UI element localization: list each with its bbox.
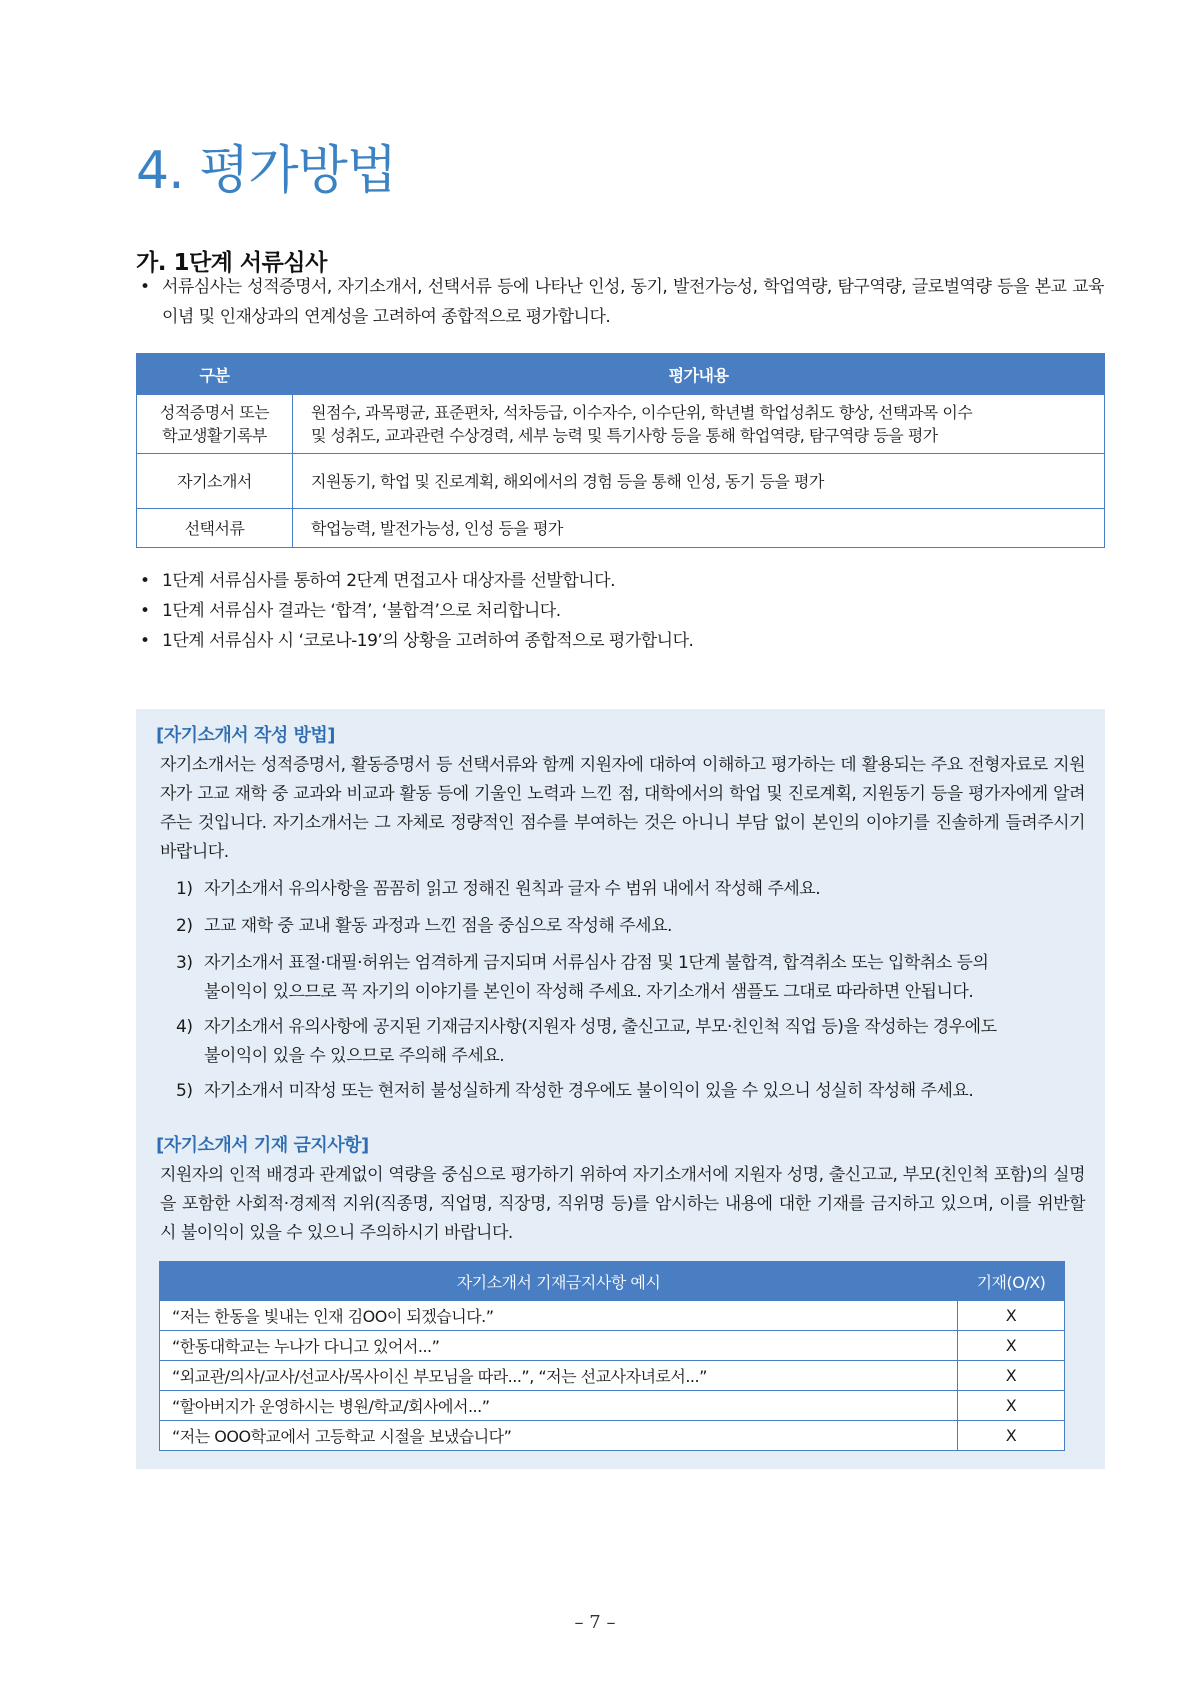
example-cell: “할아버지가 운영하시는 병원/학교/회사에서...” bbox=[160, 1391, 958, 1421]
table-row bbox=[160, 1421, 1065, 1451]
mark-cell: X bbox=[958, 1301, 1065, 1331]
table-row bbox=[160, 1301, 1065, 1331]
list-item bbox=[176, 875, 1076, 904]
item-number: 5) bbox=[176, 1081, 193, 1101]
category-line: 학교생활기록부 bbox=[162, 426, 267, 445]
forbidden-heading: [자기소개서 기재 금지사항] bbox=[156, 1135, 369, 1156]
table-row bbox=[137, 395, 1105, 454]
item-number: 4) bbox=[176, 1017, 193, 1037]
mark-cell: X bbox=[958, 1421, 1065, 1451]
category-line: 성적증명서 또는 bbox=[159, 403, 270, 422]
notes-list bbox=[136, 566, 1104, 656]
table-row bbox=[160, 1361, 1065, 1391]
header-content: 평가내용 bbox=[293, 354, 1105, 395]
mark-cell: X bbox=[958, 1331, 1065, 1361]
header-mark: 기재(O/X) bbox=[958, 1262, 1065, 1301]
example-cell: “저는 OOO학교에서 고등학교 시절을 보냈습니다” bbox=[160, 1421, 958, 1451]
item-text: 불이익이 있을 수 있으므로 주의해 주세요. bbox=[204, 1046, 505, 1066]
mark-cell: X bbox=[958, 1391, 1065, 1421]
item-text: 자기소개서 유의사항을 꼼꼼히 읽고 정해진 원칙과 글자 수 범위 내에서 작성해 주세요. bbox=[204, 879, 821, 899]
note-item: • 1단계 서류심사 결과는 ‘합격’, ‘불합격’으로 처리합니다. bbox=[136, 596, 1104, 626]
table-row bbox=[160, 1391, 1065, 1421]
content-line: 원점수, 과목평균, 표준편차, 석차등급, 이수자수, 이수단위, 학년별 학업성취도 향상, 선택과목 이수 bbox=[311, 403, 973, 422]
section-title: 가. 1단계 서류심사 bbox=[136, 250, 327, 276]
note-item: • 1단계 서류심사를 통하여 2단계 면접고사 대상자를 선발합니다. bbox=[136, 566, 1104, 596]
row-category: 선택서류 bbox=[137, 509, 293, 548]
intro-bullet: • 서류심사는 성적증명서, 자기소개서, 선택서류 등에 나타난 인성, 동기, 발전가능성, 학업역량, 탐구역량, 글로벌역량 등을 본교 교육이념 및 인재상과의 연계성을 고려하여 종합적으로 평가합니다. bbox=[136, 272, 1104, 332]
guide-list bbox=[176, 875, 1076, 1106]
item-text: 자기소개서 표절·대필·허위는 엄격하게 금지되며 서류심사 감점 및 1단계 불합격, 합격취소 또는 입학취소 등의 bbox=[204, 953, 989, 973]
page-number: – 7 – bbox=[574, 1612, 616, 1633]
forbidden-examples-table bbox=[159, 1261, 1065, 1451]
forbidden-paragraph: 지원자의 인적 배경과 관계없이 역량을 중심으로 평가하기 위하여 자기소개서에 지원자 성명, 출신고교, 부모(친인척 포함)의 실명을 포함한 사회적·경제적 지위(직종명, 직업명, 직장명, 직위명 등)를 암시하는 내용에 대한 기재를 금지하고 있으며, 이를 위반할 시 불이익이 있을 수 있으니 주의하시기 바랍니다. bbox=[160, 1165, 1085, 1243]
item-text: 자기소개서 유의사항에 공지된 기재금지사항(지원자 성명, 출신고교, 부모·친인척 직업 등)을 작성하는 경우에도 bbox=[204, 1017, 997, 1037]
list-item bbox=[176, 1013, 1076, 1071]
example-cell: “한동대학교는 누나가 다니고 있어서...” bbox=[160, 1331, 958, 1361]
content-line: 및 성취도, 교과관련 수상경력, 세부 능력 및 특기사항 등을 통해 학업역량, 탐구역량 등을 평가 bbox=[311, 426, 938, 445]
row-category bbox=[137, 395, 293, 454]
section-intro bbox=[136, 272, 1104, 332]
item-number: 3) bbox=[176, 953, 193, 973]
table-row bbox=[137, 454, 1105, 509]
guide-heading: [자기소개서 작성 방법] bbox=[156, 725, 335, 746]
header-category: 구분 bbox=[137, 354, 293, 395]
example-cell: “외교관/의사/교사/선교사/목사이신 부모님을 따라...”, “저는 선교사자녀로서...” bbox=[160, 1361, 958, 1391]
item-number: 2) bbox=[176, 916, 193, 936]
example-cell: “저는 한동을 빛내는 인재 김OO이 되겠습니다.” bbox=[160, 1301, 958, 1331]
row-content: 지원동기, 학업 및 진로계획, 해외에서의 경험 등을 통해 인성, 동기 등을 평가 bbox=[293, 454, 1105, 509]
mark-cell: X bbox=[958, 1361, 1065, 1391]
item-number: 1) bbox=[176, 879, 193, 899]
guide-paragraph: 자기소개서는 성적증명서, 활동증명서 등 선택서류와 함께 지원자에 대하여 이해하고 평가하는 데 활용되는 주요 전형자료로 지원자가 고교 재학 중 교과와 비교과 활동 등에 기울인 노력과 느낀 점, 대학에서의 학업 및 진로계획, 지원동기 등을 평가자에게 알려주는 것입니다. 자기소개서는 그 자체로 정량적인 점수를 부여하는 것은 아니니 부담 없이 본인의 이야기를 진솔하게 들려주시기 바랍니다. bbox=[160, 755, 1085, 862]
self-introduction-guide-box bbox=[136, 709, 1105, 1469]
item-text: 불이익이 있으므로 꼭 자기의 이야기를 본인이 작성해 주세요. 자기소개서 샘플도 그대로 따라하면 안됩니다. bbox=[204, 982, 974, 1002]
list-item bbox=[176, 912, 1076, 941]
evaluation-table bbox=[136, 353, 1105, 548]
list-item bbox=[176, 949, 1076, 1007]
row-category: 자기소개서 bbox=[137, 454, 293, 509]
header-example: 자기소개서 기재금지사항 예시 bbox=[160, 1262, 958, 1301]
item-text: 자기소개서 미작성 또는 현저히 불성실하게 작성한 경우에도 불이익이 있을 수 있으니 성실히 작성해 주세요. bbox=[204, 1081, 974, 1101]
chapter-title: 4. 평가방법 bbox=[136, 141, 397, 201]
list-item bbox=[176, 1077, 1076, 1106]
table-row bbox=[137, 509, 1105, 548]
item-text: 고교 재학 중 교내 활동 과정과 느낀 점을 중심으로 작성해 주세요. bbox=[204, 916, 672, 936]
row-content bbox=[293, 395, 1105, 454]
row-content: 학업능력, 발전가능성, 인성 등을 평가 bbox=[293, 509, 1105, 548]
note-item: • 1단계 서류심사 시 ‘코로나-19’의 상황을 고려하여 종합적으로 평가합니다. bbox=[136, 626, 1104, 656]
table-row bbox=[160, 1331, 1065, 1361]
